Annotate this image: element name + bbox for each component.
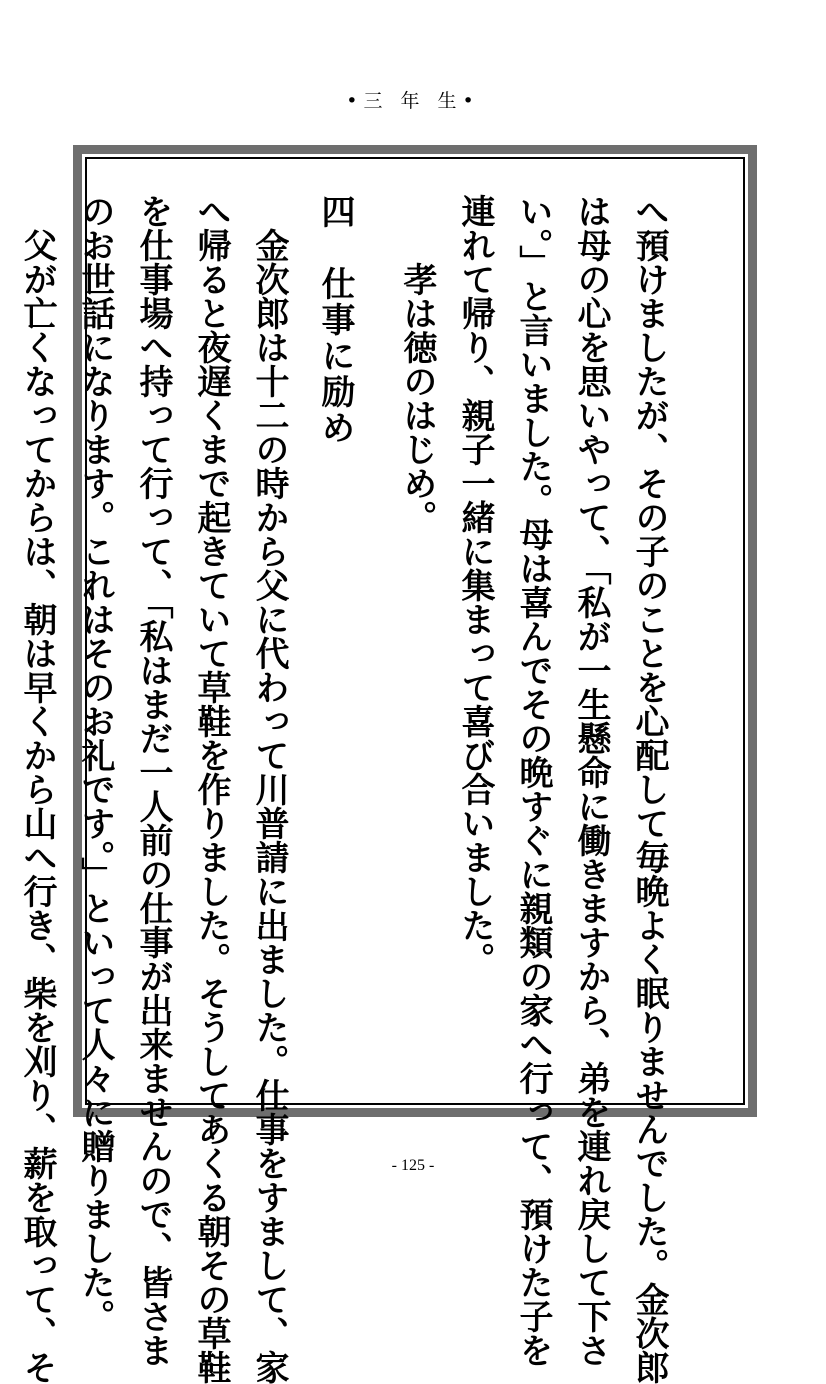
page-number: - 125 - [391,1157,435,1174]
text-line: へ帰ると夜遅くまで起きていて草鞋を作りました。そうしてあくる朝その草鞋 [191,194,231,1384]
text-line: を仕事場へ持って行って、「私はまだ一人前の仕事が出来ませんので、皆さま [133,194,173,1367]
text-line: い。」と言いました。母は喜んでその晩すぐに親類の家へ行って、預けた子を [513,194,553,1367]
text-line: 連れて帰り、親子一緒に集まって喜び合いました。 [455,194,495,976]
page-header: •三 年 生• [346,90,480,112]
text-line: 金次郎は十二の時から父に代わって川普請に出ました。仕事をすまして、家 [249,228,289,1384]
section-heading: 四 仕事に励め [315,194,355,446]
proverb-line: 孝は徳のはじめ。 [397,262,437,534]
text-line [0,194,8,1074]
text-line: は母の心を思いやって、「私が一生懸命に働きますから、弟を連れ戻して下さ [571,194,611,1367]
text-line: のお世話になります。これはそのお礼です。」といって人々に贈りました。 [75,194,115,1333]
text-line: 父が亡くなってからは、朝は早くから山へ行き、柴を刈り、薪を取って、そ [17,228,57,1384]
text-line: へ預けましたが、その子のことを心配して毎晩よく眠りませんでした。金次郎 [629,194,669,1384]
